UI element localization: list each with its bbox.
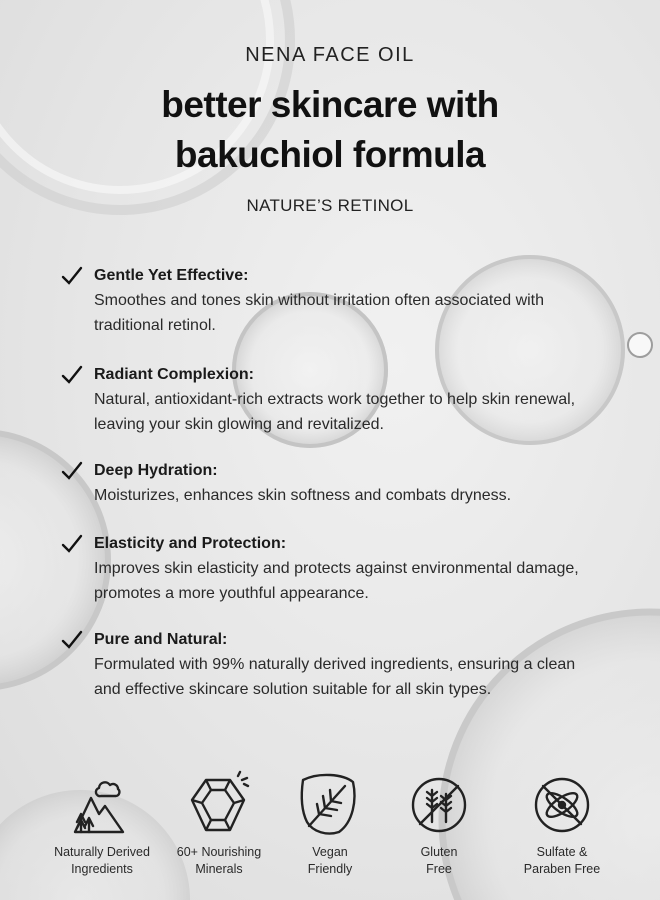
badge-label-line: Friendly — [307, 862, 353, 876]
feature-description-line: Improves skin elasticity and protects against environmental damage, — [94, 560, 579, 577]
nature-icon — [67, 770, 137, 840]
feature-title: Pure and Natural: — [94, 631, 228, 648]
subheading: NATURE’S RETINOL — [246, 196, 414, 215]
feature-description-line: and effective skincare solution suitable for all skin types. — [94, 681, 492, 698]
feature-description-line: traditional retinol. — [94, 317, 216, 334]
feature-description-line: Smoothes and tones skin without irritation often associated with — [94, 292, 545, 309]
badge-label-line: Vegan — [312, 845, 348, 859]
no-chemical-icon — [527, 770, 597, 840]
checkmark-icon — [60, 264, 84, 288]
gem-icon — [184, 770, 254, 840]
feature-description-line: Formulated with 99% naturally derived ingredients, ensuring a clean — [94, 656, 576, 673]
feature-description-line: leaving your skin glowing and revitalized. — [94, 416, 384, 433]
badge-label-line: 60+ Nourishing — [176, 845, 262, 859]
badge-gluten-free — [374, 770, 504, 878]
badge-row — [0, 770, 660, 890]
headline-line-1: better skincare with — [161, 84, 499, 125]
feature-title: Elasticity and Protection: — [94, 535, 287, 552]
checkmark-icon — [60, 532, 84, 556]
feature-description-line: promotes a more youthful appearance. — [94, 585, 369, 602]
badge-label-line: Free — [426, 862, 452, 876]
feature-title: Radiant Complexion: — [94, 366, 255, 383]
badge-label-line: Gluten — [420, 845, 458, 859]
badge-label-line: Naturally Derived — [54, 845, 150, 859]
feature-description-line: Moisturizes, enhances skin softness and combats dryness. — [94, 487, 512, 504]
feature-item — [60, 628, 575, 702]
brand-name: NENA FACE OIL — [245, 44, 415, 66]
feature-item — [60, 363, 575, 437]
badge-label-line: Sulfate & — [536, 845, 588, 859]
headline — [0, 80, 660, 180]
badge-label-line: Ingredients — [71, 862, 133, 876]
feature-title: Gentle Yet Effective: — [94, 267, 249, 284]
headline-line-2: bakuchiol formula — [174, 134, 486, 175]
feature-item — [60, 264, 544, 338]
badge-sulfate-paraben-free — [497, 770, 627, 878]
badge-naturally-derived — [37, 770, 167, 878]
checkmark-icon — [60, 459, 84, 483]
badge-label — [37, 844, 167, 878]
no-wheat-icon — [404, 770, 474, 840]
badge-label — [374, 844, 504, 878]
badge-label-line: Minerals — [195, 862, 243, 876]
checkmark-icon — [60, 628, 84, 652]
badge-label — [497, 844, 627, 878]
feature-item — [60, 459, 511, 508]
badge-label-line: Paraben Free — [523, 862, 601, 876]
feature-description-line: Natural, antioxidant-rich extracts work together to help skin renewal, — [94, 391, 576, 408]
feature-title: Deep Hydration: — [94, 462, 218, 479]
feature-item — [60, 532, 579, 606]
leaf-icon — [295, 770, 365, 840]
checkmark-icon — [60, 363, 84, 387]
